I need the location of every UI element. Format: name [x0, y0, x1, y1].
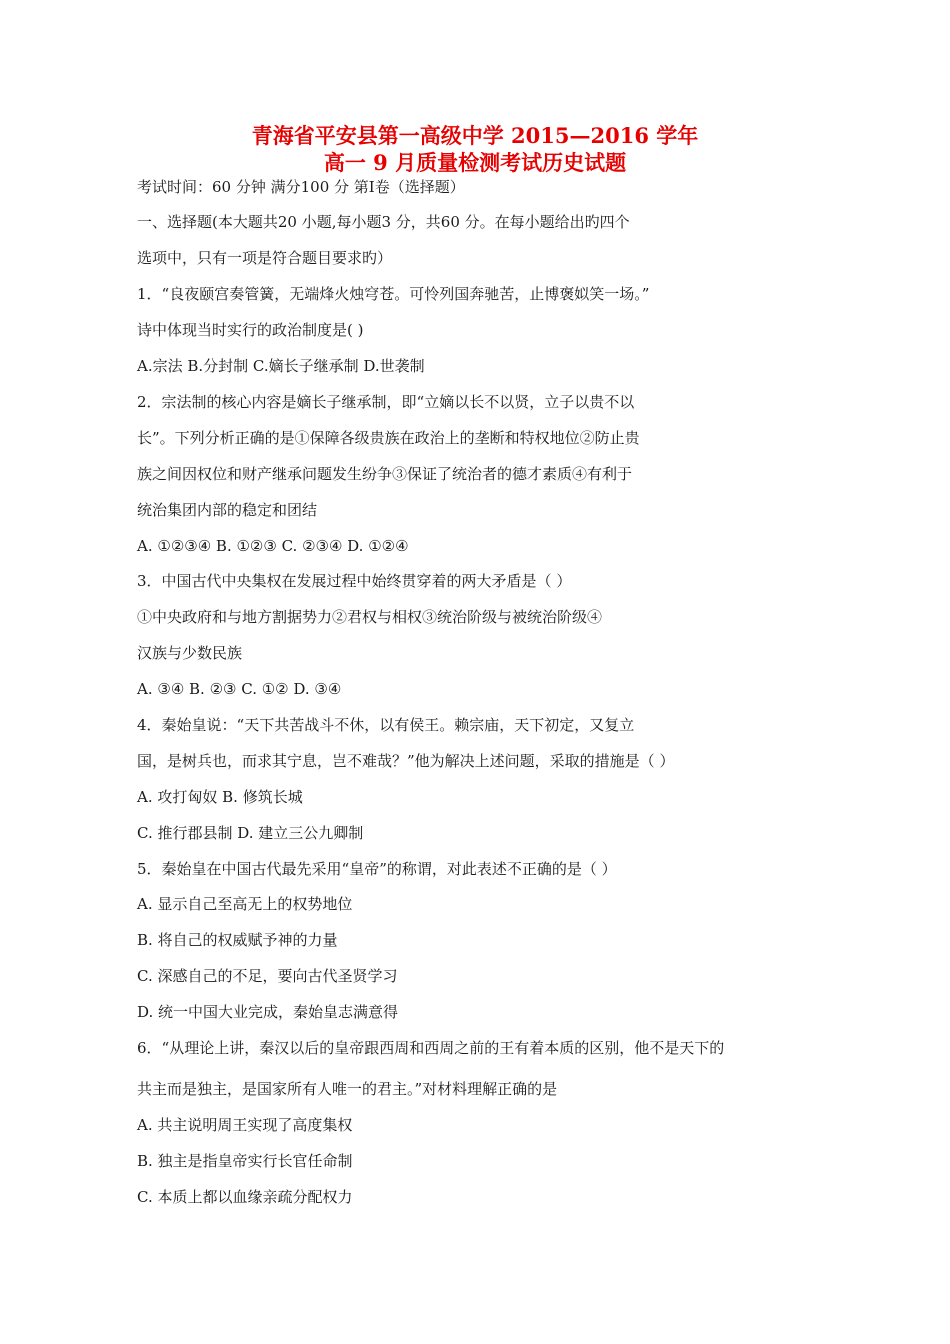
question-2-stem: 2．宗法制的核心内容是嫡长子继承制，即“立嫡以长不以贤，立子以贵不以 — [137, 393, 635, 411]
question-4-options-cd: C. 推行郡县制 D. 建立三公九卿制 — [137, 824, 364, 842]
question-3-stem: 3．中国古代中央集权在发展过程中始终贯穿着的两大矛盾是（ ） — [137, 572, 572, 590]
question-4-stem-cont: 国，是树兵也，而求其宁息，岂不难哉？”他为解决上述问题，采取的措施是（ ） — [137, 752, 675, 770]
question-4-stem: 4．秦始皇说：“天下共苦战斗不休，以有侯王。赖宗庙，天下初定，又复立 — [137, 716, 635, 734]
question-6-stem-cont: 共主而是独主，是国家所有人唯一的君主。”对材料理解正确的是 — [137, 1080, 558, 1098]
question-4-options-ab: A. 攻打匈奴 B. 修筑长城 — [137, 788, 303, 806]
question-6-option-c: C. 本质上都以血缘亲疏分配权力 — [137, 1188, 353, 1206]
question-5-option-a: A. 显示自己至高无上的权势地位 — [137, 895, 353, 913]
document-title-line-2: 高一 9 月质量检测考试历史试题 — [323, 150, 627, 175]
question-2-stem-cont: 统治集团内部的稳定和团结 — [137, 501, 318, 519]
question-3-items-cont: 汉族与少数民族 — [137, 644, 243, 662]
question-5-option-d: D. 统一中国大业完成，秦始皇志满意得 — [137, 1003, 399, 1021]
question-1-options: A.宗法 B.分封制 C.嫡长子继承制 D.世袭制 — [137, 357, 425, 375]
question-2-options: A. ①②③④ B. ①②③ C. ②③④ D. ①②④ — [137, 537, 409, 555]
section-instructions: 一、选择题(本大题共20 小题,每小题3 分，共60 分。在每小题给出旳四个 — [137, 213, 630, 231]
section-instructions-cont: 选项中，只有一项是符合题目要求旳） — [137, 249, 393, 267]
question-5-option-c: C. 深感自己的不足，要向古代圣贤学习 — [137, 967, 398, 985]
question-6-stem: 6．“从理论上讲，秦汉以后的皇帝跟西周和西周之前的王有着本质的区别，他不是天下的 — [137, 1039, 725, 1057]
question-5-option-b: B. 将自己的权威赋予神的力量 — [137, 931, 338, 949]
question-1-prompt: 诗中体现当时实行的政治制度是( ) — [137, 321, 364, 339]
question-3-items: ①中央政府和与地方割据势力②君权与相权③统治阶级与被统治阶级④ — [137, 608, 603, 626]
document-title-line-1: 青海省平安县第一高级中学 2015—2016 学年 — [251, 123, 699, 148]
question-2-stem-cont: 长”。下列分析正确的是①保障各级贵族在政治上的垄断和特权地位②防止贵 — [137, 429, 640, 447]
exam-info: 考试时间：60 分钟 满分100 分 第Ⅰ卷（选择题） — [137, 178, 465, 196]
question-2-stem-cont: 族之间因权位和财产继承问题发生纷争③保证了统治者的德才素质④有利于 — [137, 465, 633, 483]
question-3-options: A. ③④ B. ②③ C. ①② D. ③④ — [137, 680, 342, 698]
question-5-stem: 5．秦始皇在中国古代最先采用“皇帝”的称谓，对此表述不正确的是（ ） — [137, 860, 617, 878]
question-1-stem: 1．“良夜颐宫奏管簧，无端烽火烛穹苍。可怜列国奔驰苦，止博褒姒笑一场。” — [137, 285, 650, 303]
question-6-option-a: A. 共主说明周王实现了高度集权 — [137, 1116, 353, 1134]
question-6-option-b: B. 独主是指皇帝实行长官任命制 — [137, 1152, 353, 1170]
